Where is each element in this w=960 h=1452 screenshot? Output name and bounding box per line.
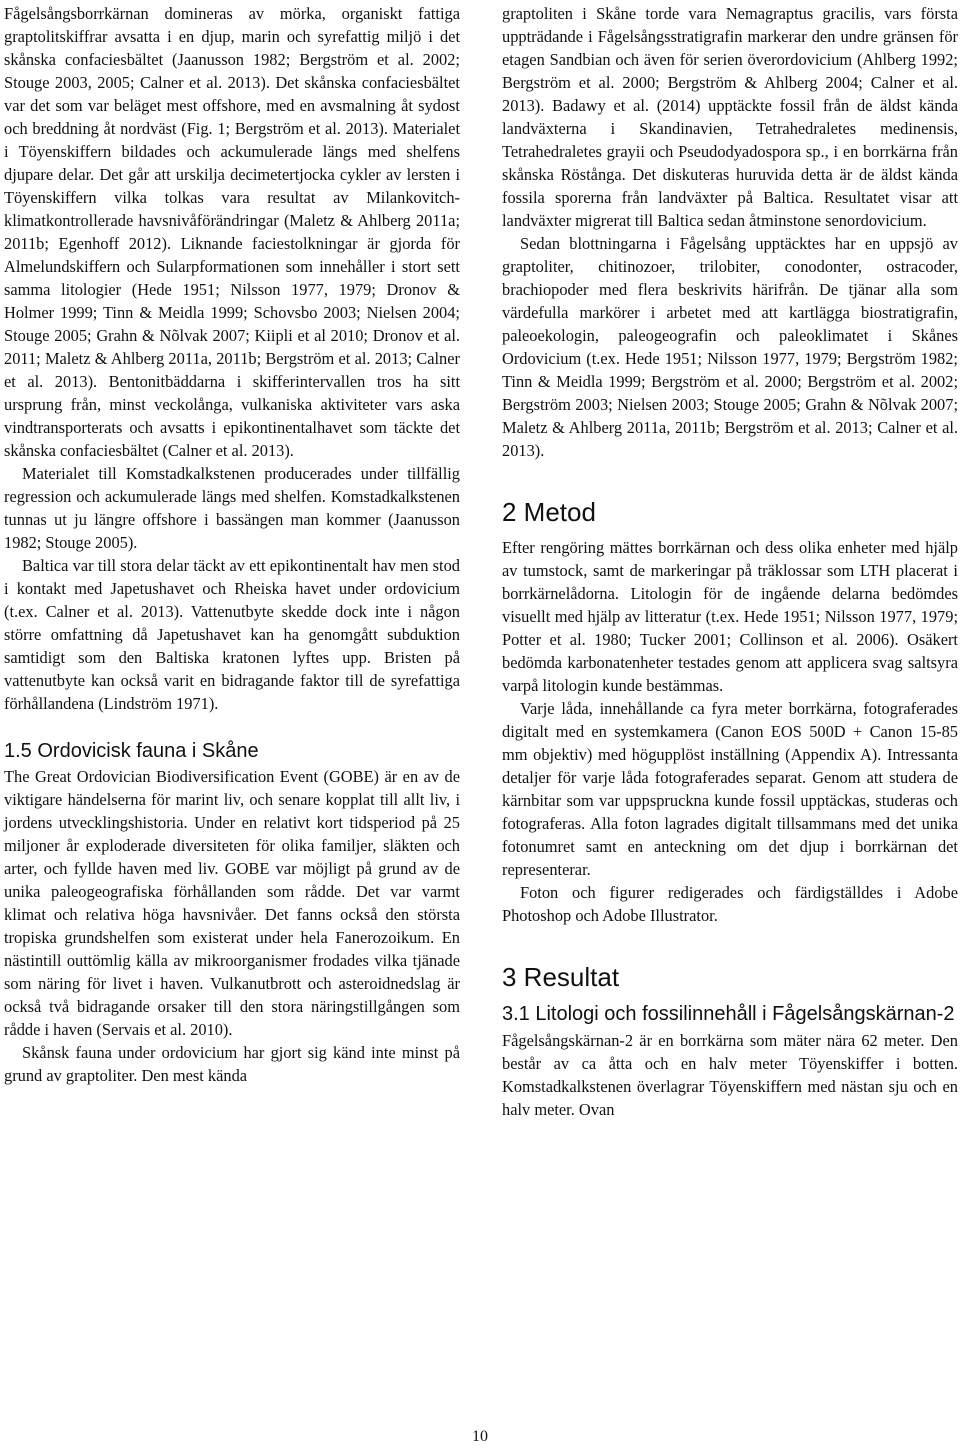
page-number: 10 — [472, 1428, 488, 1445]
section-heading-2-metod: 2 Metod — [502, 497, 596, 527]
section-heading-3-1: 3.1 Litologi och fossilinnehåll i Fågelsångskärnan-2 — [502, 1003, 955, 1025]
paragraph-redigering: Foton och figurer redigerades och färdigställdes i Adobe Photoshop och Adobe Illustrator. — [502, 883, 958, 925]
section-heading-3-resultat: 3 Resultat — [502, 962, 620, 992]
paragraph-graptoliten: graptoliten i Skåne torde vara Nemagraptus gracilis, vars första uppträdande i Fågelsångsstratigrafin markerar den undre gränsen för etagen Sandbian och även för serien överordovicium (Ahlberg 1992; Bergström et al. 2000; Bergström & Ahlberg 2004; Calner et al. 2013). Badawy et al. (2014) upptäckte fossil från de äldst kända landväxterna i Skandinavien, Tetrahedraletes medinensis, Tetrahedraletes grayii och Pseudodyadospora sp., i en borrkärna från skånska Röstånga. Det diskuteras huruvida detta är de äldst kända fossila sporerna från landväxter på Baltica. Resultatet visar att landväxter migrerat till Baltica sedan åtminstone senordovicium. — [502, 4, 958, 230]
paragraph-fotografering: Varje låda, innehållande ca fyra meter borrkärna, fotograferades digitalt med en systemkamera (Canon EOS 500D + Canon 15-85 mm objektiv) med högupplöst inställning (Appendix A). Intressanta detaljer för varje låda fotograferades separat. Genom att studera de kärnbitar som var uppsprucknа kunde fossil upptäckas, studeras och fotograferas. Alla foton lagrades digitalt tillsammans med det unika fotonumret samt en anteckning om det djup i borrkärnan det representerar. — [502, 699, 958, 879]
paragraph-rengoring: Efter rengöring mättes borrkärnan och dess olika enheter med hjälp av tumstock, samt de markeringar på träklossar som LTH placerat i borrkärnelådorna. Litologin för de ingående delarna bedömdes visuellt med hjälp av litteratur (t.ex. Hede 1951; Nilsson 1977, 1979; Potter et al. 1980; Tucker 2001; Collinson et al. 2006). Osäkert bedömda karbonatenheter testades genom att applicera svag saltsyra varpå litologin kunde bestämmas. — [502, 538, 958, 695]
paragraph-komstad: Materialet till Komstadkalkstenen producerades under tillfällig regression och ackumulerade längs med shelfen. Komstadkalkstenen tunnas ut ju längre offshore i bassängen man kommer (Jaanusson 1982; Stouge 2005). — [4, 464, 460, 552]
section-heading-1-5: 1.5 Ordovicisk fauna i Skåne — [4, 740, 259, 762]
section-spacer — [4, 715, 460, 738]
paragraph-blottningarna: Sedan blottningarna i Fågelsång upptäcktes har en uppsjö av graptoliter, chitinozoer, trilobiter, conodonter, ostracoder, brachiopoder med flera beskrivits härifrån. De tjänar alla som värdefulla markörer i arbetet med att kartlägga biostratigrafin, paleoekologin, paleogeografin och paleoklimatet i Skånes Ordovicium (t.ex. Hede 1951; Nilsson 1977, 1979; Bergström 1982; Tinn & Meidla 1999; Bergström et al. 2000; Bergström et al. 2002; Bergström 2003; Nielsen 2003; Stouge 2005; Grahn & Nõlvak 2007; Maletz & Ahlberg 2011a, 2011b; Bergström et al. 2013; Calner et al. 2013). — [502, 234, 958, 460]
section-spacer — [502, 462, 958, 496]
section-spacer — [502, 927, 958, 961]
paragraph-karnan: Fågelsångskärnan-2 är en borrkärna som mäter nära 62 meter. Den består av ca åtta och en halv meter Töyenskiffer i botten. Komstadkalkstenen överlagrar Töyenskiffern med nästan sju och en halv meter. Ovan — [502, 1031, 958, 1119]
paragraph-skansk-fauna: Skånsk fauna under ordovicium har gjort sig känd inte minst på grund av graptoliter. Den mest kända — [4, 1043, 460, 1085]
left-column — [4, 2, 460, 1087]
paragraph-baltica: Baltica var till stora delar täckt av ett epikontinentalt hav men stod i kontakt med Japetushavet och Rheiska havet under ordovicium (t.ex. Calner et al. 2013). Vattenutbyte skedde dock inte i någon större omfattning då Japetushavet kan ha genomgått subduktion samtidigt som den Baltiska kratonen lyftes upp. Bristen på vattenutbyte kan också varit en bidragande faktor till de syrefattiga förhållandena (Lindström 1971). — [4, 556, 460, 713]
paragraph-gobe: The Great Ordovician Biodiversification Event (GOBE) är en av de viktigare händelserna för marint liv, och senare kopplat till allt liv, i jordens utvecklingshistoria. Under en relativt kort tidsperiod på 25 miljoner år exploderade diversiteten för olika familjer, släkten och arter, och fyllde haven med liv. GOBE var möjligt på grund av de unika paleogeografiska förhållanden som rådde. Det var varmt klimat och relativa höga havsnivåer. Det fanns också den största tropiska grundshelfen som existerat under hela Fanerozoikum. En nästintill outtömlig källa av mikroorganismer frodades vilka tjänade som näring för livet i haven. Vulkanutbrott och asteroidnedslag är också två bidragande orsaker till den stora näringstillgången som rådde i haven (Servais et al. 2010). — [4, 767, 460, 1039]
paragraph-confacies: Fågelsångsborrkärnan domineras av mörka, organiskt fattiga graptolitskiffrar avsatta i en djup, marin och syrefattig miljö i det skånska confaciesbältet (Jaanusson 1982; Bergström et al. 2002; Stouge 2003, 2005; Calner et al. 2013). Det skånska confaciesbältet var det som var beläget mest offshore, med en avsmalning åt sydost och breddning åt nordväst (Fig. 1; Bergström et al. 2013). Materialet i Töyenskiffern bildades och ackumulerade längs med shelfens djupare delar. Det går att urskilja decimetertjocka cykler av lersten i Töyenskiffern vilka tolkas vara resultat av Milankovitch-klimatkontrollerade havsnivåförändringar (Maletz & Ahlberg 2011a; 2011b; Egenhoff 2012). Liknande faciestolkningar är gjorda för Almelundskiffern och Sularpformationen som innehåller i stort sett samma litologier (Hede 1951; Nilsson 1977, 1979; Dronov & Holmer 1999; Tinn & Meidla 1999; Schovsbo 2003; Nielsen 2004; Stouge 2005; Grahn & Nõlvak 2007; Kiipli et al 2010; Dronov et al. 2011; Maletz & Ahlberg 2011a, 2011b; Bergström et al. 2013; Calner et al. 2013). Bentonitbäddarna i skifferintervallen tros ha sitt ursprung från, minst veckolånga, vulkaniska aktiviteter vars aska vindtransporterats och avsatts i epikontinentalhavet som täckte det skånska confaciesbältet (Calner et al. 2013). — [4, 4, 460, 460]
right-column — [502, 2, 958, 1121]
